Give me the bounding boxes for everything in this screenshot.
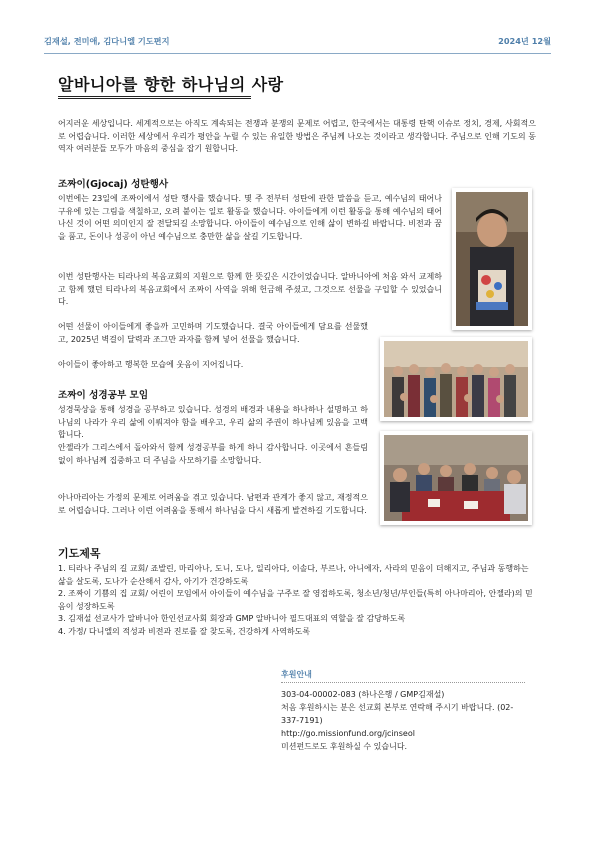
- bible-study-paragraph-2: 안젤라가 그리스에서 돌아와서 함께 성경공부를 하게 하니 감사합니다. 이곳에서 흔들림없이 하나님께 집중하고 더 주님을 사모하기를 소망합니다.: [58, 443, 368, 465]
- page-title: 알바니아를 향한 하나님의 사랑: [58, 75, 284, 94]
- christmas-paragraph-3: 어떤 선물이 아이들에게 좋을까 고민하며 기도했습니다. 결국 아이들에게 담요를 선물했고, 2025년 벽걸이 달력과 조그만 과자를 함께 넣어 선물을 했습니다.: [58, 322, 368, 344]
- header-authors: 김재설, 전미애, 김다니엘 기도편지: [44, 36, 170, 46]
- section-heading-christmas: 조짜이(Gjocaj) 성탄행사: [58, 179, 169, 190]
- bible-study-paragraph-3: 아나마리아는 가정의 문제로 어려움을 겪고 있습니다. 남편과 관계가 좋지 않고, 재정적으로 어렵습니다. 그러나 이런 어려움을 통해서 하나님을 다시 새롭게 발견하길 기도합니다.: [58, 493, 368, 515]
- prayer-item: 1. 티라나 주님의 길 교회/ 죠발린, 마리아나, 도니, 도나, 일리아다, 이솔다, 부르나, 아니에자, 사라의 믿음이 더해지고, 주님과 동행하는 삶을 살도록, 도나가 순산해서 감사, 아기가 건강하도록: [58, 564, 529, 586]
- christmas-paragraph-2: 이번 성탄행사는 티라나의 복음교회의 지원으로 함께 한 뜻깊은 시간이었습니다. 알바니아에 처음 와서 교제하고 함께 했던 티라나의 복음교회에서 조짜이 사역을 위해 헌금해 주셨고, 그것으로 선물을 구입할 수 있었습니다.: [58, 272, 442, 306]
- christmas-paragraph-1: 이번에는 23일에 조짜이에서 성탄 행사를 했습니다. 몇 주 전부터 성탄에 관한 말씀을 듣고, 예수님의 태어나 구유에 있는 그림을 색칠하고, 오려 붙이는 일로 활동을 했습니다. 아이들에게 이런 활동을 통해 예수님의 태어나신 것이 어떤 의미인지 잘 전달되길 소망합니다. 아이들이 예수님으로 인해 삶이 변하길 바랍니다. 비전과 꿈을 품고, 돈이나 성공이 아닌 예수님으로 충만한 삶을 살길 기도합니다.: [58, 194, 442, 241]
- bible-study-paragraph-1: 성경묵상을 통해 성경을 공부하고 있습니다. 성경의 배경과 내용을 하나하나 설명하고 하나님의 나라가 우리 삶에 이뤄져야 함을 배우고, 우리 삶의 주권이 하나님께 있음을 고백합니다.: [58, 405, 368, 439]
- section-heading-bible-study: 조짜이 성경공부 모임: [58, 390, 149, 401]
- photo-children-group: [380, 337, 532, 421]
- intro-paragraph: 어지러운 세상입니다. 세계적으로는 아직도 계속되는 전쟁과 분쟁의 문제로 어렵고, 한국에서는 대통령 탄핵 이슈로 정치, 경제, 사회적으로 어렵습니다. 이러한 세상에서 우리가 평안을 누릴 수 있는 유일한 방법은 주님께 나오는 것이라고 생각합니다. 주님으로 인해 기도의 동역자 여러분들 모두가 마음의 중심을 잡기 원합니다.: [58, 119, 536, 153]
- photo-boy-image: [456, 192, 528, 326]
- support-heading: 후원안내: [281, 670, 312, 679]
- header-bar: [44, 31, 551, 54]
- support-info: [281, 688, 529, 753]
- support-account: 303-04-00002-083 (하나은행 / GMP김재설): [281, 690, 445, 699]
- support-url[interactable]: http://go.missionfund.org/jcinseol: [281, 729, 415, 738]
- support-divider: [281, 682, 525, 683]
- photo-bible-study-image: [384, 435, 528, 521]
- support-contact: 처음 후원하시는 분은 선교회 본부로 연락해 주시기 바랍니다. (02-337-7191): [281, 703, 514, 725]
- prayer-list: [58, 563, 538, 638]
- prayer-item: 3. 김재설 선교사가 알바니아 한인선교사회 회장과 GMP 알바니아 필드대표의 역할을 잘 감당하도록: [58, 614, 406, 623]
- christmas-paragraph-4: 아이들이 좋아하고 행복한 모습에 웃음이 지어집니다.: [58, 360, 244, 369]
- photo-children-image: [384, 341, 528, 417]
- support-missionfund: 미션펀드로도 후원하실 수 있습니다.: [281, 742, 408, 751]
- prayer-item: 2. 조짜이 기쁨의 집 교회/ 어린이 모임에서 아이들이 예수님을 구주로 잘 영접하도록, 청소년/청년/부인들(특히 아나마리아, 안젤라)의 믿음이 성장하도록: [58, 589, 533, 611]
- title-underline: [58, 96, 251, 99]
- prayer-heading: 기도제목: [58, 547, 101, 560]
- prayer-item: 4. 가정/ 다니엘의 적성과 비전과 진로를 잘 찾도록, 건강하게 사역하도록: [58, 626, 311, 636]
- photo-boy-with-gift: [452, 188, 532, 330]
- header-date: 2024년 12월: [498, 36, 551, 46]
- photo-bible-study: [380, 431, 532, 525]
